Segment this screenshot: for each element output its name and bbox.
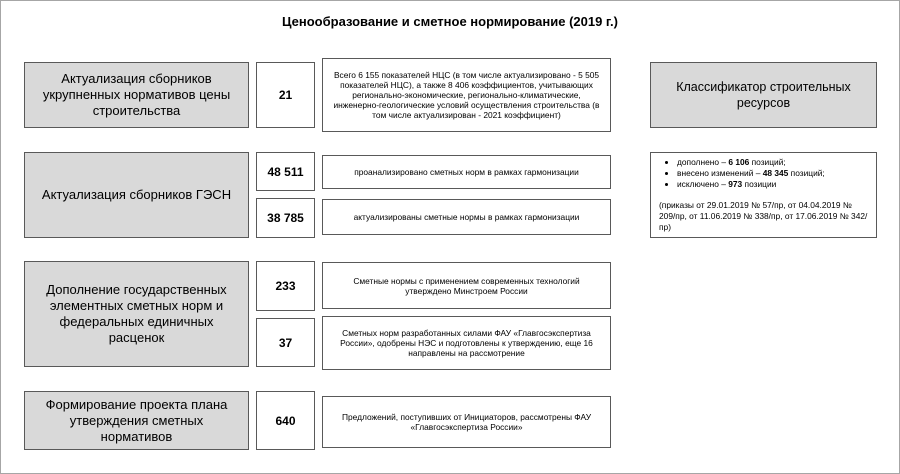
block-ncs-label: Актуализация сборников укрупненных нормативов цены строительства bbox=[24, 62, 249, 128]
block-plan-label: Формирование проекта плана утверждения сметных нормативов bbox=[24, 391, 249, 450]
classifier-item-changed: • внесено изменений – 48 345 позиций; bbox=[677, 168, 868, 179]
block-gesn-value-2: 38 785 bbox=[256, 198, 315, 238]
diagram-title: Ценообразование и сметное нормирование (2019 г.) bbox=[281, 14, 618, 29]
block-gesn-fer-label: Дополнение государственных элементных сметных норм и федеральных единичных расценок bbox=[24, 261, 249, 367]
block-ncs-value: 21 bbox=[256, 62, 315, 128]
classifier-label: Классификатор строительных ресурсов bbox=[650, 62, 877, 128]
block-ncs-description: Всего 6 155 показателей НЦС (в том числе актуализировано - 5 505 показателей НЦС), а также 8 406 коэффициентов, учитывающих регионально-экономические, регионально-климатические, инженерно-геологические условий осуществления строительства (в том числе актуализирован - 2021 коэффициент) bbox=[322, 58, 611, 132]
block-gesn-fer-description-2: Сметных норм разработанных силами ФАУ «Главгосэкспертиза России», одобрены НЭС и подготовлены к утверждению, еще 16 направлены на рассмотрение bbox=[322, 316, 611, 370]
block-gesn-description-2: актуализированы сметные нормы в рамках гармонизации bbox=[322, 199, 611, 235]
block-gesn-label: Актуализация сборников ГЭСН bbox=[24, 152, 249, 238]
block-plan-value: 640 bbox=[256, 391, 315, 450]
block-plan-description: Предложений, поступивших от Инициаторов, рассмотрены ФАУ «Главгосэкспертиза России» bbox=[322, 396, 611, 448]
classifier-item-removed: • исключено – 973 позиции bbox=[677, 179, 868, 190]
classifier-item-added: • дополнено – 6 106 позиций; bbox=[677, 157, 868, 168]
block-gesn-fer-description-1: Сметные нормы с применением современных технологий утверждено Минстроем России bbox=[322, 262, 611, 309]
classifier-info bbox=[650, 152, 877, 238]
block-gesn-description-1: проанализировано сметных норм в рамках гармонизации bbox=[322, 155, 611, 189]
block-gesn-fer-value-1: 233 bbox=[256, 261, 315, 311]
block-gesn-value-1: 48 511 bbox=[256, 152, 315, 191]
classifier-orders-note: (приказы от 29.01.2019 № 57/пр, от 04.04.2019 № 209/пр, от 11.06.2019 № 338/пр, от 17.06.2019 № 342/пр) bbox=[659, 200, 868, 232]
block-gesn-fer-value-2: 37 bbox=[256, 318, 315, 367]
classifier-list bbox=[659, 157, 868, 190]
